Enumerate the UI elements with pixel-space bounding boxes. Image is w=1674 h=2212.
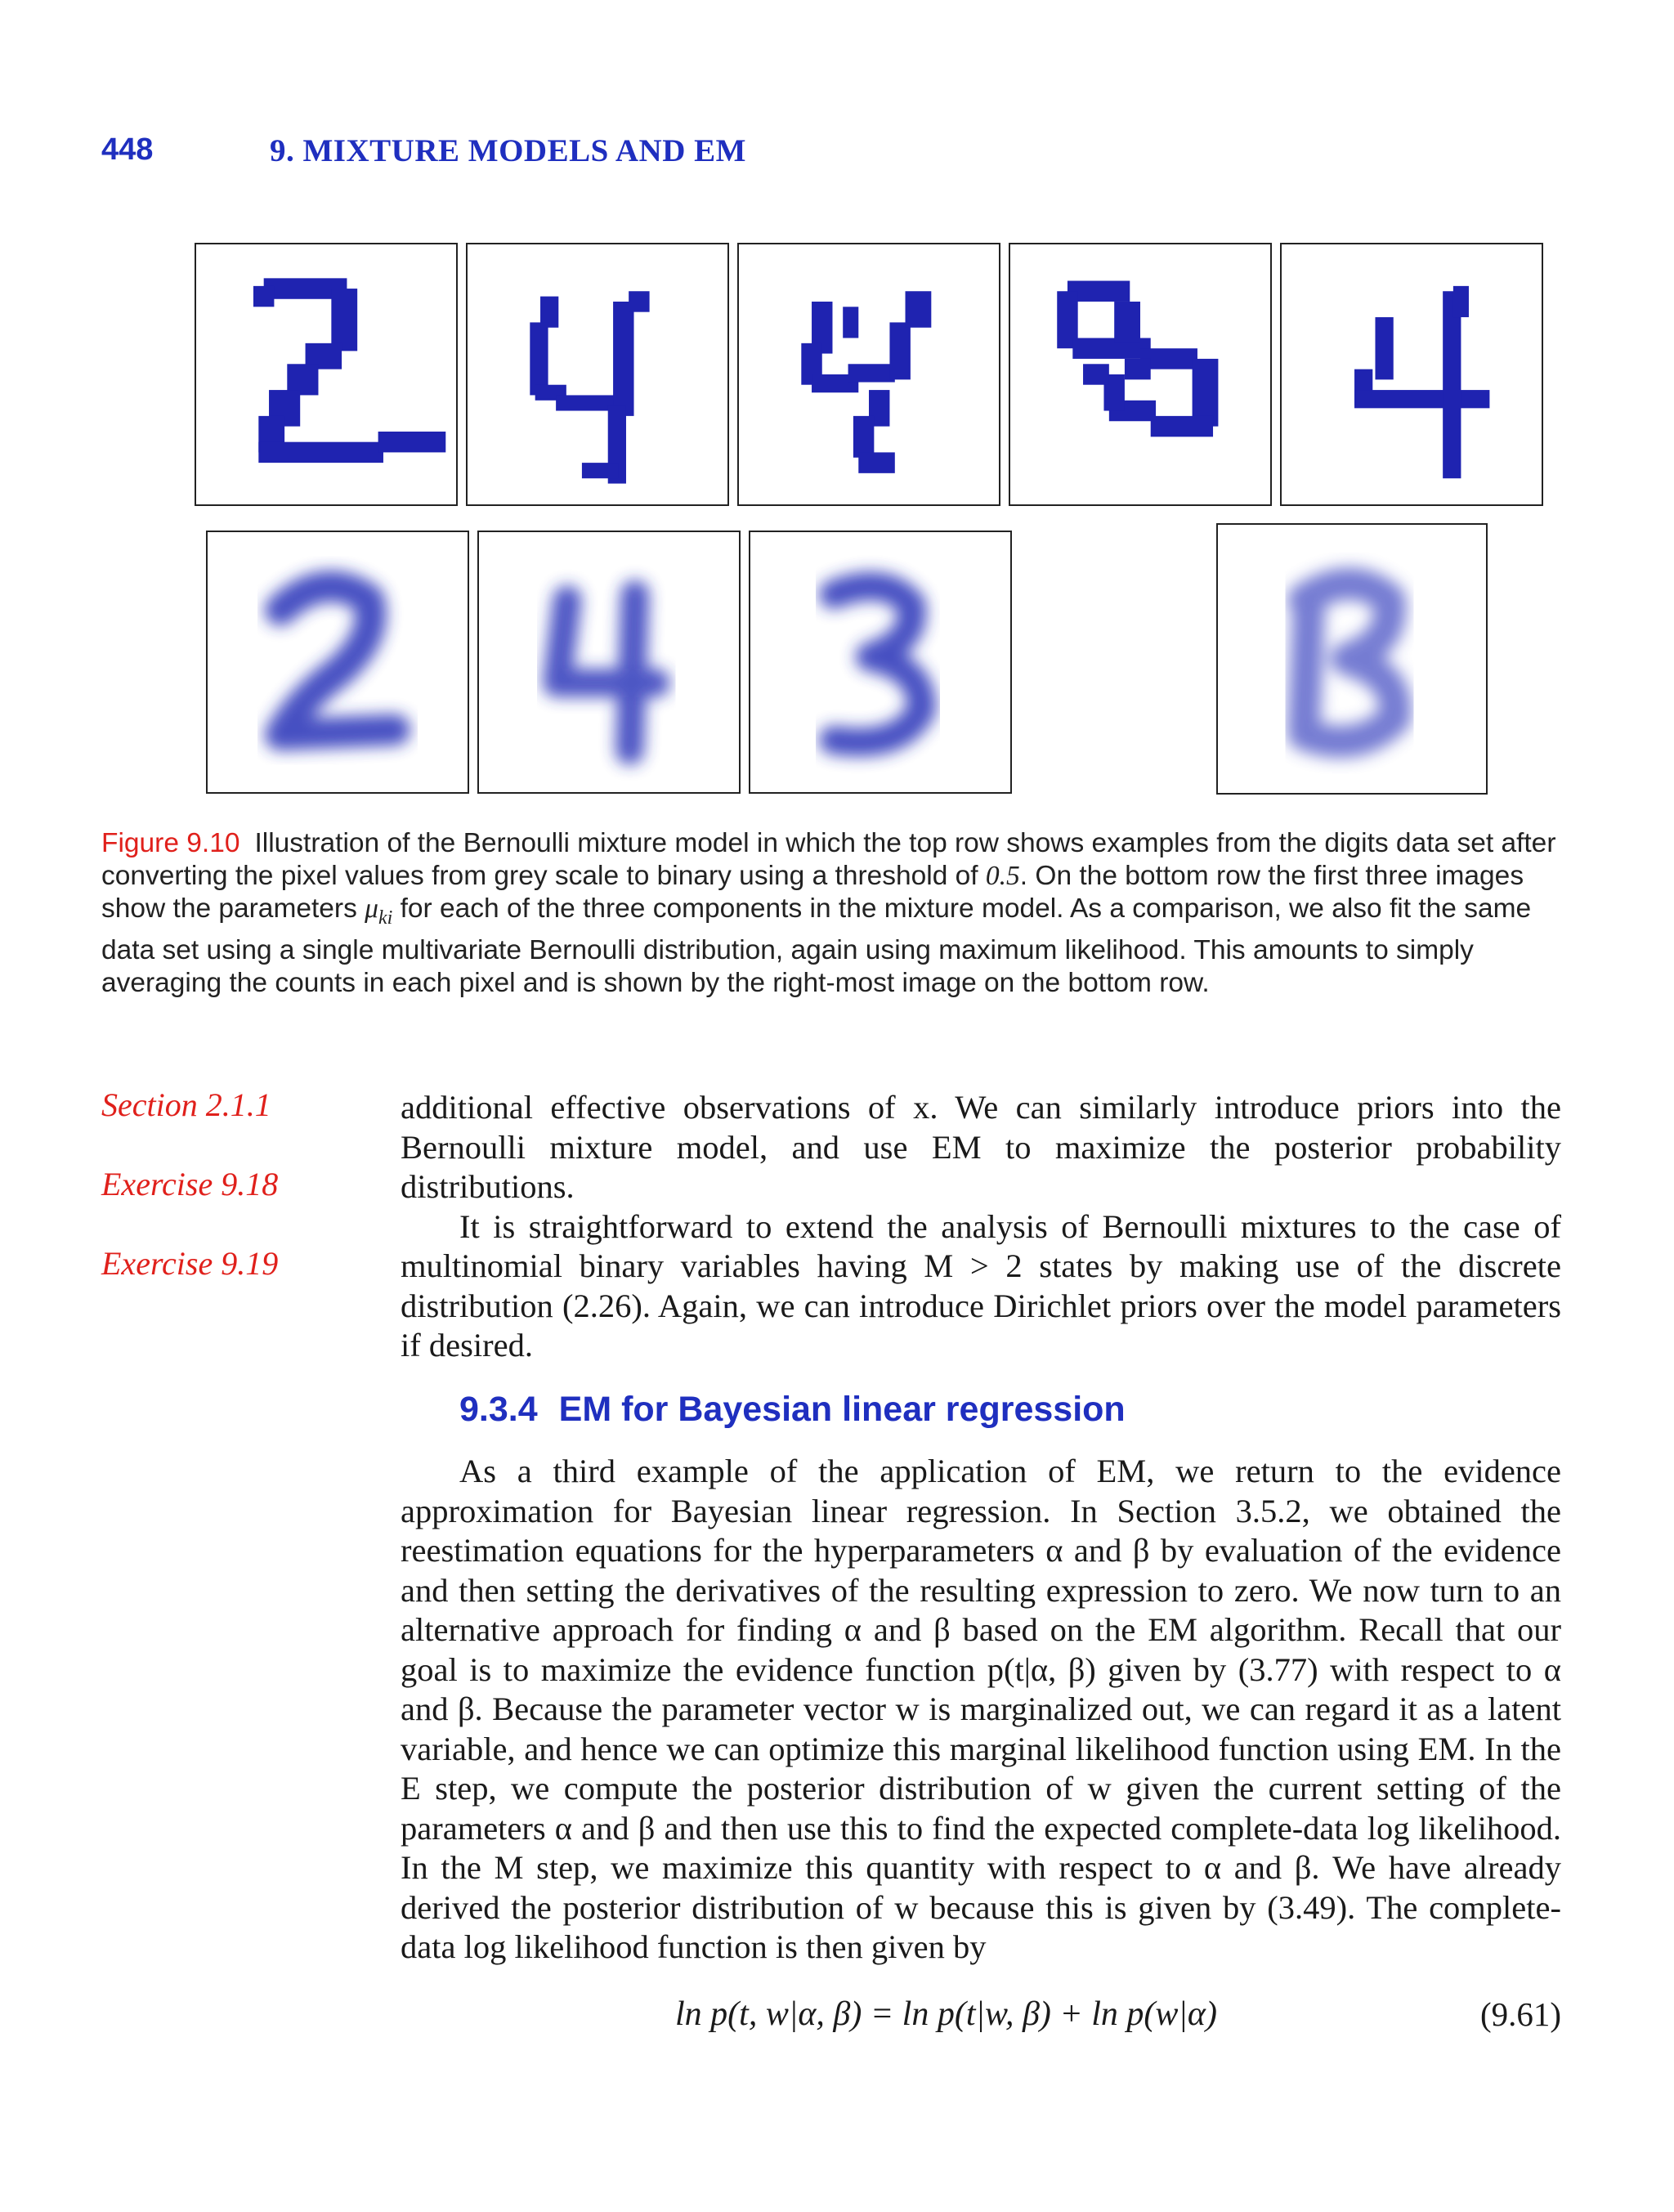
- digit-2-binary: [196, 244, 456, 504]
- figure-panel-bottom-2: [477, 531, 741, 794]
- figure-caption: [101, 827, 1564, 1000]
- section-title: EM for Bayesian linear regression: [558, 1390, 1126, 1429]
- mu-component-2-digit-4: [479, 532, 739, 792]
- figure-panel-top-5: [1280, 243, 1543, 506]
- single-bernoulli-average: [1218, 525, 1486, 793]
- paragraph-3: As a third example of the application of EM, we return to the evidence approximation for Bayesian linear regression. In Section 3.5.2, we obtained the reestimation equations for the hyperparameters α and β by evaluation of the evidence and then setting the derivatives of the resulting expression to zero. We now turn to an alternative approach for finding α and β based on the EM algorithm. Recall that our goal is to maximize the evidence function p(t|α, β) given by (3.77) with respect to α and β. Because the parameter vector w is marginalized out, we can regard it as a latent variable, and hence we can optimize this marginal likelihood function using EM. In the E step, we compute the posterior distribution of w given the current setting of the parameters α and β and then use this to find the expected complete-data log likelihood. In the M step, we maximize this quantity with respect to α and β. We have already derived the posterior distribution of w because this is given by (3.49). The complete-data log likelihood function is then given by: [401, 1453, 1561, 1965]
- section-heading: [459, 1390, 1126, 1430]
- figure-panel-bottom-1: [206, 531, 469, 794]
- figure-panel-top-1: [195, 243, 458, 506]
- figure-panel-top-4: [1009, 243, 1272, 506]
- digit-4-binary: [468, 244, 727, 504]
- figure-panel-top-2: [466, 243, 729, 506]
- mu-component-3-digit-3: [750, 532, 1010, 792]
- margin-note-exercise-919[interactable]: Exercise 9.19: [101, 1245, 279, 1282]
- caption-threshold: 0.5: [985, 861, 1020, 891]
- chapter-title: 9. MIXTURE MODELS AND EM: [270, 133, 746, 168]
- digit-4-binary-small: [1282, 244, 1542, 504]
- equation-number: (9.61): [1479, 1995, 1561, 2033]
- margin-note-section[interactable]: Section 2.1.1: [101, 1086, 271, 1123]
- figure-panel-top-3: [737, 243, 1000, 506]
- figure-panel-bottom-3: [749, 531, 1012, 794]
- caption-mu-subscript: ki: [378, 907, 393, 929]
- paragraph-1: additional effective observations of x. We can similarly introduce priors into the Bernoulli mixture model, and use EM to maximize the posterior probability distributions.: [401, 1089, 1561, 1205]
- figure-panel-bottom-4: [1216, 523, 1488, 795]
- paragraph-2: It is straightforward to extend the analysis of Bernoulli mixtures to the case of multinomial binary variables having M > 2 states by making use of the discrete distribution (2.26). Again, we can introduce Dirichlet priors over the model parameters if desired.: [401, 1207, 1561, 1363]
- mu-component-1-digit-2: [208, 532, 468, 792]
- caption-text-2: . On the bottom row the first three images show the parameters: [101, 861, 1524, 924]
- digit-4-binary-variant: [739, 244, 999, 504]
- caption-text-3: for each of the three components in the mixture model. As a comparison, we also fit the same data set using a single multivariate Bernoulli distribution, again using maximum likelihood. This amounts to simply averaging the counts in each pixel and is shown by the right-most image on the bottom row.: [101, 893, 1532, 998]
- figure-label: Figure 9.10: [101, 828, 240, 858]
- equation-9-61: ln p(t, w|α, β) = ln p(t|w, β) + ln p(w|α): [675, 1995, 1217, 2033]
- page-number: 448: [101, 132, 154, 167]
- body-block-1: [401, 1088, 1561, 1366]
- body-block-2: [401, 1452, 1561, 1968]
- digit-8-binary: [1010, 244, 1270, 504]
- caption-mu-symbol: μ: [365, 893, 378, 924]
- margin-note-exercise-918[interactable]: Exercise 9.18: [101, 1166, 279, 1202]
- section-number: 9.3.4: [459, 1390, 538, 1429]
- caption-text-1: Illustration of the Bernoulli mixture model in which the top row shows examples from the digits data set after converting the pixel values from grey scale to binary using a threshold of: [101, 828, 1556, 891]
